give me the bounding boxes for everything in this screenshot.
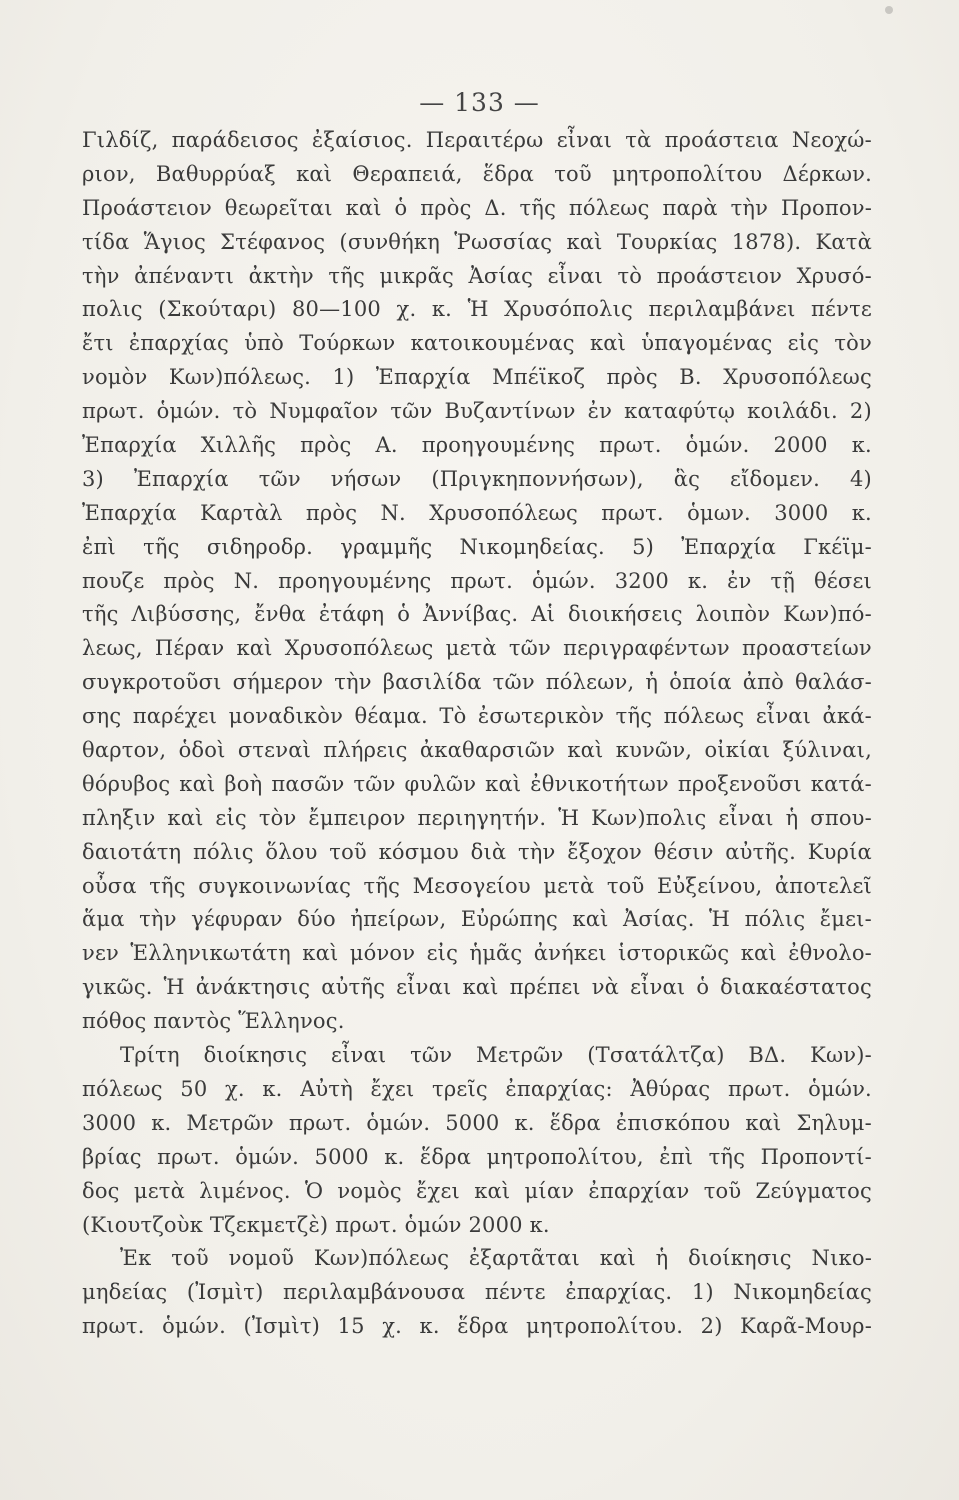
text-line: τὴν ἀπέναντι ἀκτὴν τῆς μικρᾶς Ἀσίας εἶναι τὸ προάστειον Χρυσό- — [82, 263, 872, 288]
text-line: πολις (Σκούταρι) 80—100 χ. κ. Ἡ Χρυσόπολις περιλαμβάνει πέντε — [82, 297, 872, 322]
text-line: τῆς Λιβύσσης, ἔνθα ἐτάφη ὁ Ἀννίβας. Αἱ διοικήσεις λοιπὸν Κων)πό- — [82, 602, 872, 627]
text-line: βρίας πρωτ. ὁμών. 5000 κ. ἕδρα μητροπολίτου, ἐπὶ τῆς Προποντί- — [82, 1144, 872, 1169]
text-line: δαιοτάτη πόλις ὅλου τοῦ κόσμου διὰ τὴν ἔξοχον θέσιν αὐτῆς. Κυρία — [82, 839, 872, 864]
text-line: πόλεως 50 χ. κ. Αὐτὴ ἔχει τρεῖς ἐπαρχίας: Ἀθύρας πρωτ. ὁμών. — [82, 1076, 872, 1101]
text-line: οὖσα τῆς συγκοινωνίας τῆς Μεσογείου μετὰ τοῦ Εὐξείνου, ἀποτελεῖ — [82, 873, 872, 898]
text-line: μηδείας (Ἰσμὶτ) περιλαμβάνουσα πέντε ἐπαρχίας. 1) Νικομηδείας — [82, 1280, 872, 1305]
text-line: πρωτ. ὁμών. (Ἰσμὶτ) 15 χ. κ. ἕδρα μητροπολίτου. 2) Καρᾶ-Μουρ- — [82, 1314, 872, 1339]
text-line: ἔτι ἐπαρχίας ὑπὸ Τούρκων κατοικουμένας καὶ ὑπαγομένας εἰς τὸν — [82, 331, 872, 356]
text-line: 3) Ἐπαρχία τῶν νήσων (Πριγκηποννήσων), ἃς εἴδομεν. 4) — [82, 466, 872, 491]
text-line: Ἐπαρχία Χιλλῆς πρὸς Α. προηγουμένης πρωτ. ὁμών. 2000 κ. — [82, 433, 872, 458]
text-line: πόθος παντὸς Ἕλληνος. — [82, 1009, 345, 1034]
body-text — [82, 124, 872, 1344]
text-line: Ἐκ τοῦ νομοῦ Κων)πόλεως ἐξαρτᾶται καὶ ἡ διοίκησις Νικο- — [120, 1246, 872, 1271]
text-line: 3000 κ. Μετρῶν πρωτ. ὁμών. 5000 κ. ἕδρα ἐπισκόπου καὶ Σηλυμ- — [82, 1110, 872, 1135]
text-line: Γιλδίζ, παράδεισος ἐξαίσιος. Περαιτέρω εἶναι τὰ προάστεια Νεοχώ- — [82, 128, 872, 152]
paper-speck — [885, 6, 893, 14]
text-line: ριον, Βαθυρρύαξ καὶ Θεραπειά, ἕδρα τοῦ μητροπολίτου Δέρκων. — [82, 161, 872, 186]
text-line: σης παρέχει μοναδικὸν θέαμα. Τὸ ἐσωτερικὸν τῆς πόλεως εἶναι ἀκά- — [82, 704, 872, 729]
text-line: θόρυβος καὶ βοὴ πασῶν τῶν φυλῶν καὶ ἐθνικοτήτων προξενοῦσι κατά- — [82, 771, 872, 796]
text-line: ἅμα τὴν γέφυραν δύο ἠπείρων, Εὐρώπης καὶ Ἀσίας. Ἡ πόλις ἔμει- — [82, 907, 872, 932]
text-line: τίδα Ἅγιος Στέφανος (συνθήκη Ῥωσσίας καὶ Τουρκίας 1878). Κατὰ — [82, 229, 872, 254]
text-line: Τρίτη διοίκησις εἶναι τῶν Μετρῶν (Τσατάλτζα) ΒΔ. Κων)- — [120, 1043, 872, 1068]
text-line: νομὸν Κων)πόλεως. 1) Ἐπαρχία Μπέϊκοζ πρὸς Β. Χρυσοπόλεως — [82, 365, 872, 390]
text-line: γικῶς. Ἡ ἀνάκτησις αὐτῆς εἶναι καὶ πρέπει νὰ εἶναι ὁ διακαέστατος — [82, 975, 872, 1000]
text-line: δος μετὰ λιμένος. Ὁ νομὸς ἔχει καὶ μίαν ἐπαρχίαν τοῦ Ζεύγματος — [82, 1178, 872, 1203]
text-line: συγκροτοῦσι σήμερον τὴν βασιλίδα τῶν πόλεων, ἡ ὁποία ἀπὸ θαλάσ- — [82, 670, 872, 695]
text-line: νεν Ἑλληνικωτάτη καὶ μόνον εἰς ἡμᾶς ἀνήκει ἱστορικῶς καὶ ἐθνολο- — [82, 941, 872, 966]
text-line: Προάστειον θεωρεῖται καὶ ὁ πρὸς Δ. τῆς πόλεως παρὰ τὴν Προπον- — [82, 195, 872, 220]
text-line: Ἐπαρχία Καρτὰλ πρὸς Ν. Χρυσοπόλεως πρωτ. ὁμων. 3000 κ. — [82, 500, 872, 525]
text-line: θαρτον, ὁδοὶ στεναὶ πλήρεις ἀκαθαρσιῶν καὶ κυνῶν, οἰκίαι ξύλιναι, — [82, 738, 872, 763]
text-line: (Κιουτζοὺκ Τζεκμετζὲ) πρωτ. ὁμών 2000 κ. — [82, 1212, 550, 1237]
page-number: — 133 — — [419, 88, 540, 117]
text-line: πρωτ. ὁμών. τὸ Νυμφαῖον τῶν Βυζαντίνων ἐν καταφύτῳ κοιλάδι. 2) — [82, 399, 872, 424]
text-line: πουζε πρὸς Ν. προηγουμένης πρωτ. ὁμών. 3200 κ. ἐν τῇ θέσει — [82, 568, 872, 593]
text-line: πληξιν καὶ εἰς τὸν ἔμπειρον περιηγητήν. Ἡ Κων)πολις εἶναι ἡ σπου- — [82, 805, 872, 830]
text-line: ἐπὶ τῆς σιδηροδρ. γραμμῆς Νικομηδείας. 5) Ἐπαρχία Γκέϊμ- — [82, 534, 872, 559]
text-line: λεως, Πέραν καὶ Χρυσοπόλεως μετὰ τῶν περιγραφέντων προαστείων — [82, 636, 872, 661]
